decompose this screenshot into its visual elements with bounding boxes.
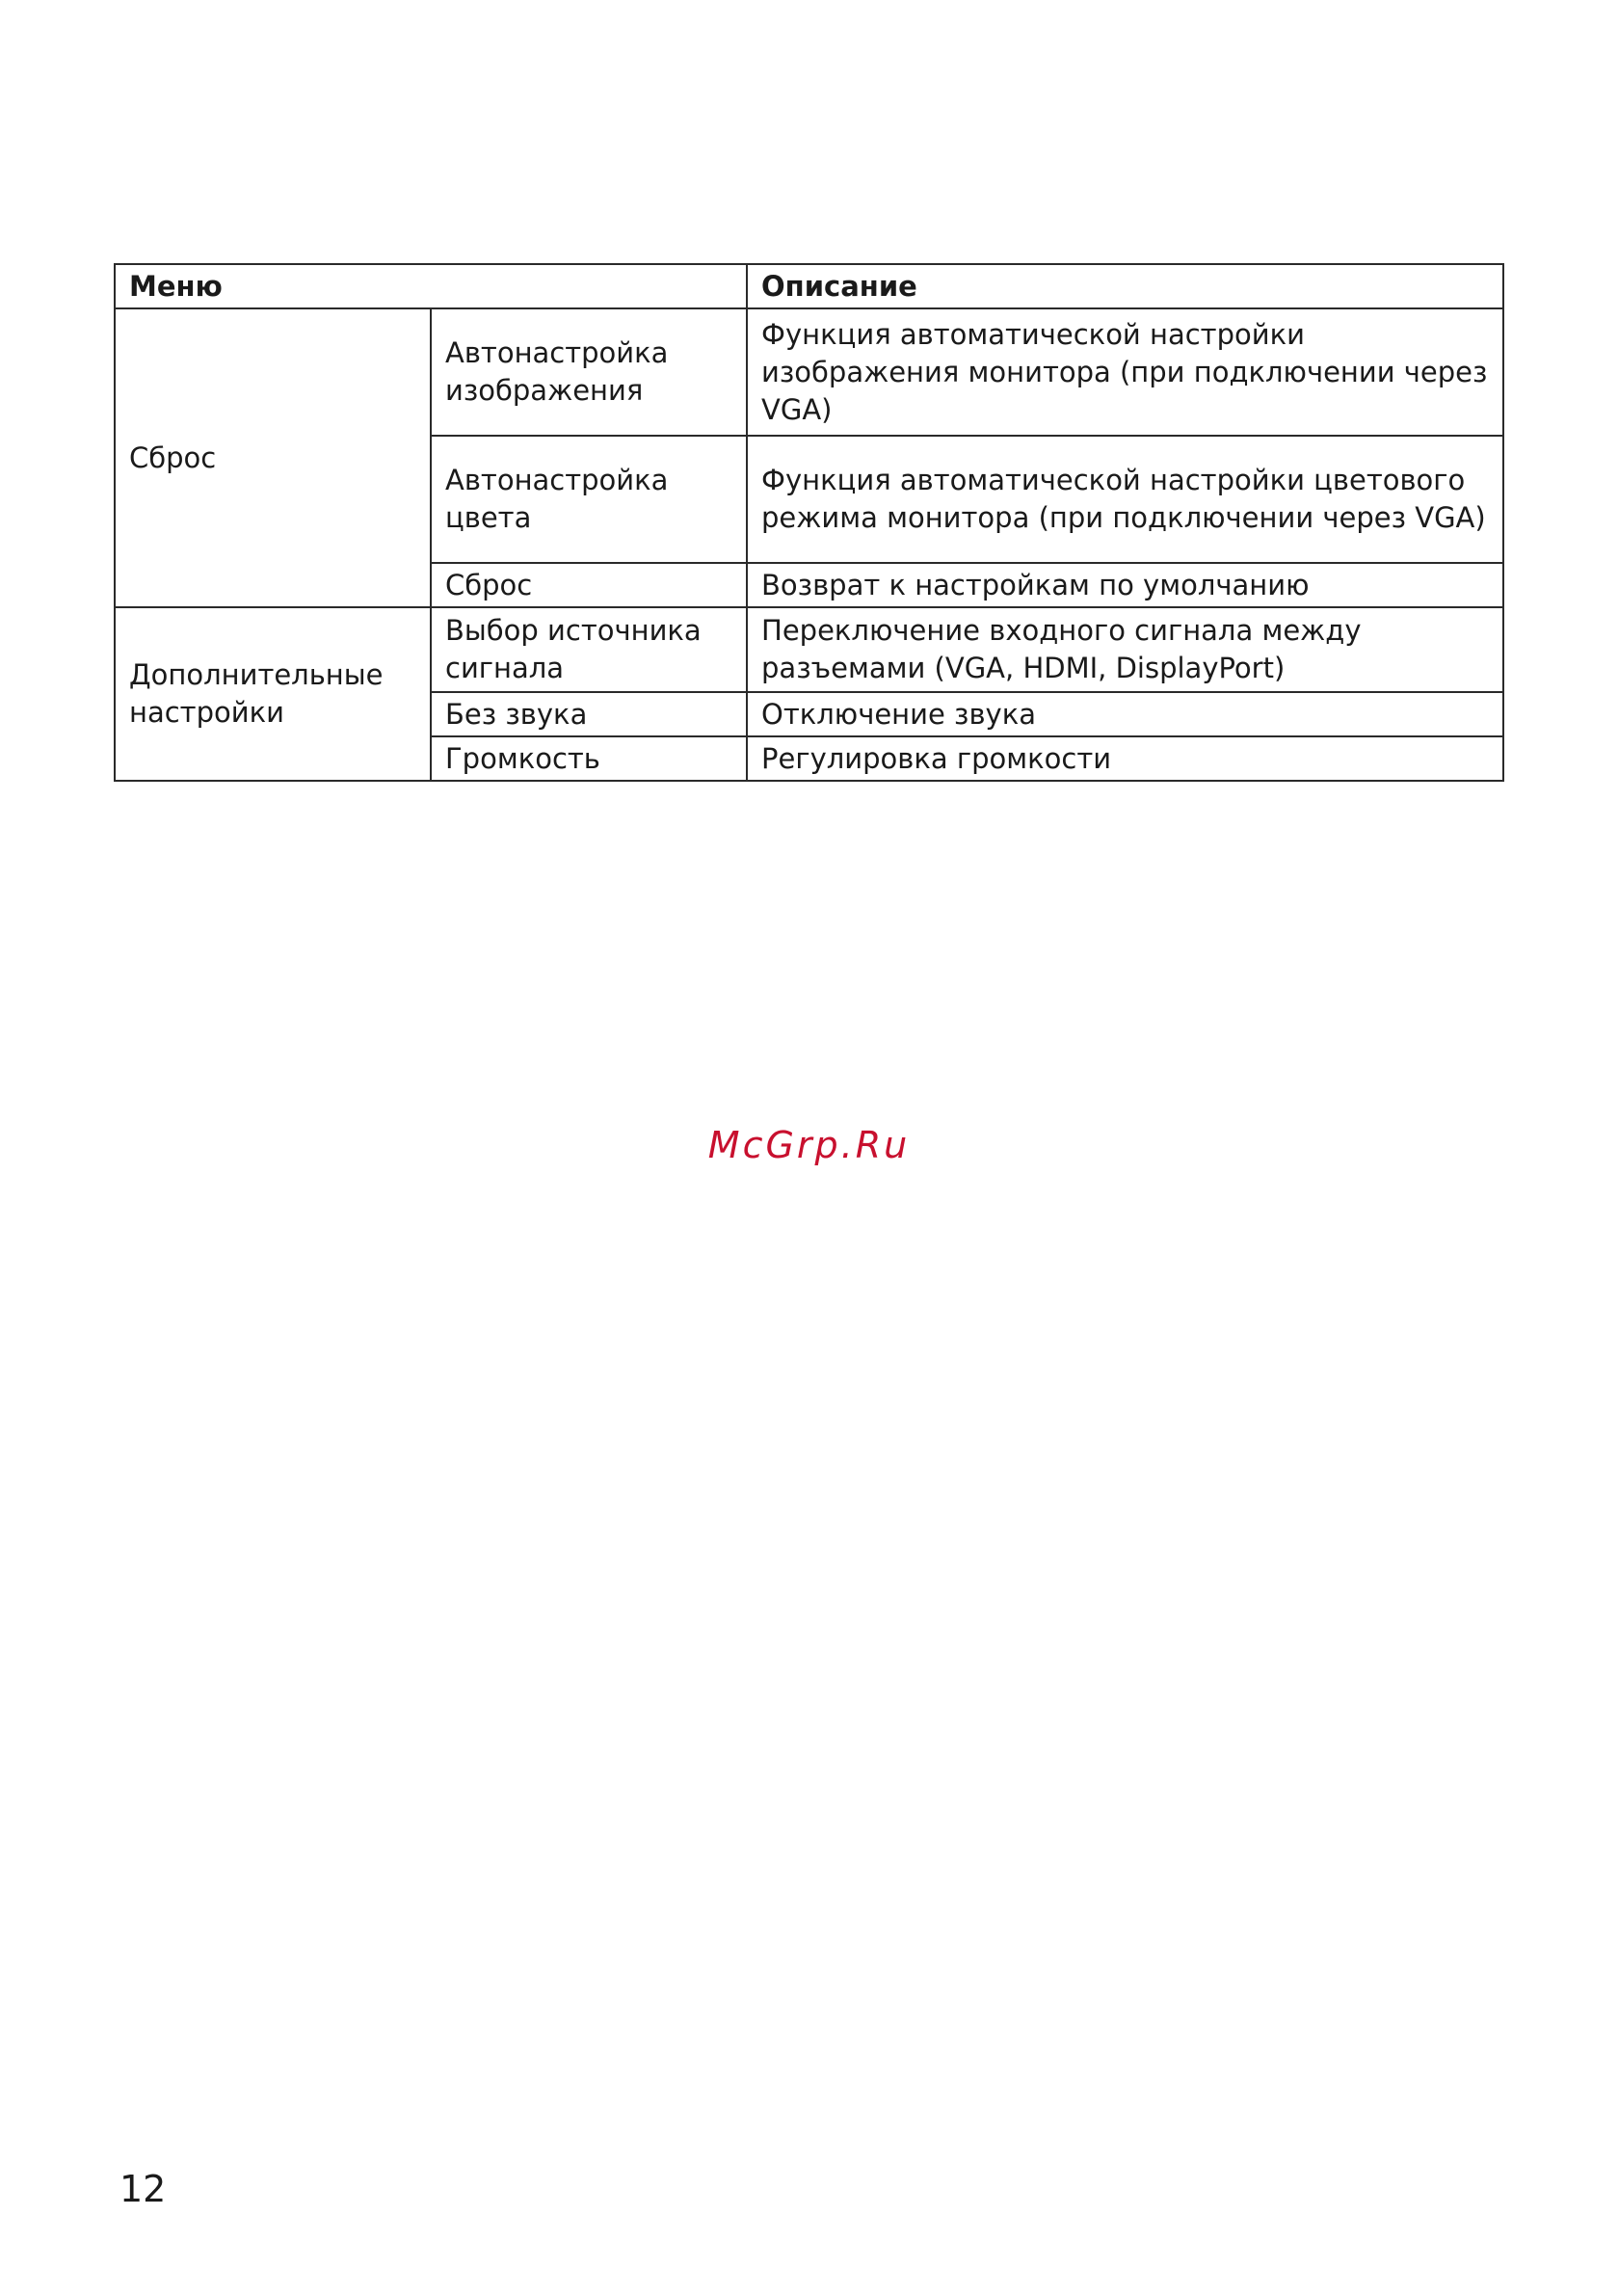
menu-settings-table — [114, 263, 1504, 782]
watermark-link[interactable]: McGrp.Ru — [707, 1124, 911, 1166]
page-number: 12 — [119, 2168, 167, 2210]
description-auto-color: Функция автоматической настройки цветового режима монитора (при подключении через VGA) — [747, 436, 1503, 563]
table-row — [115, 308, 1503, 436]
table-row — [115, 607, 1503, 692]
description-mute: Отключение звука — [747, 692, 1503, 736]
description-reset: Возврат к настройкам по умолчанию — [747, 563, 1503, 607]
menu-item-reset: Сброс — [431, 563, 747, 607]
menu-item-auto-color: Автонастройка цвета — [431, 436, 747, 563]
description-volume: Регулировка громкости — [747, 736, 1503, 781]
menu-item-mute: Без звука — [431, 692, 747, 736]
menu-item-volume: Громкость — [431, 736, 747, 781]
description-input-source: Переключение входного сигнала между разъемами (VGA, HDMI, DisplayPort) — [747, 607, 1503, 692]
description-auto-image: Функция автоматической настройки изображения монитора (при подключении через VGA) — [747, 308, 1503, 436]
group-additional-settings: Дополнительные настройки — [115, 607, 431, 781]
header-menu: Меню — [115, 264, 747, 308]
group-reset: Сброс — [115, 308, 431, 607]
menu-item-auto-image: Автонастройка изображения — [431, 308, 747, 436]
table-header-row — [115, 264, 1503, 308]
menu-item-input-source: Выбор источника сигнала — [431, 607, 747, 692]
header-description: Описание — [747, 264, 1503, 308]
